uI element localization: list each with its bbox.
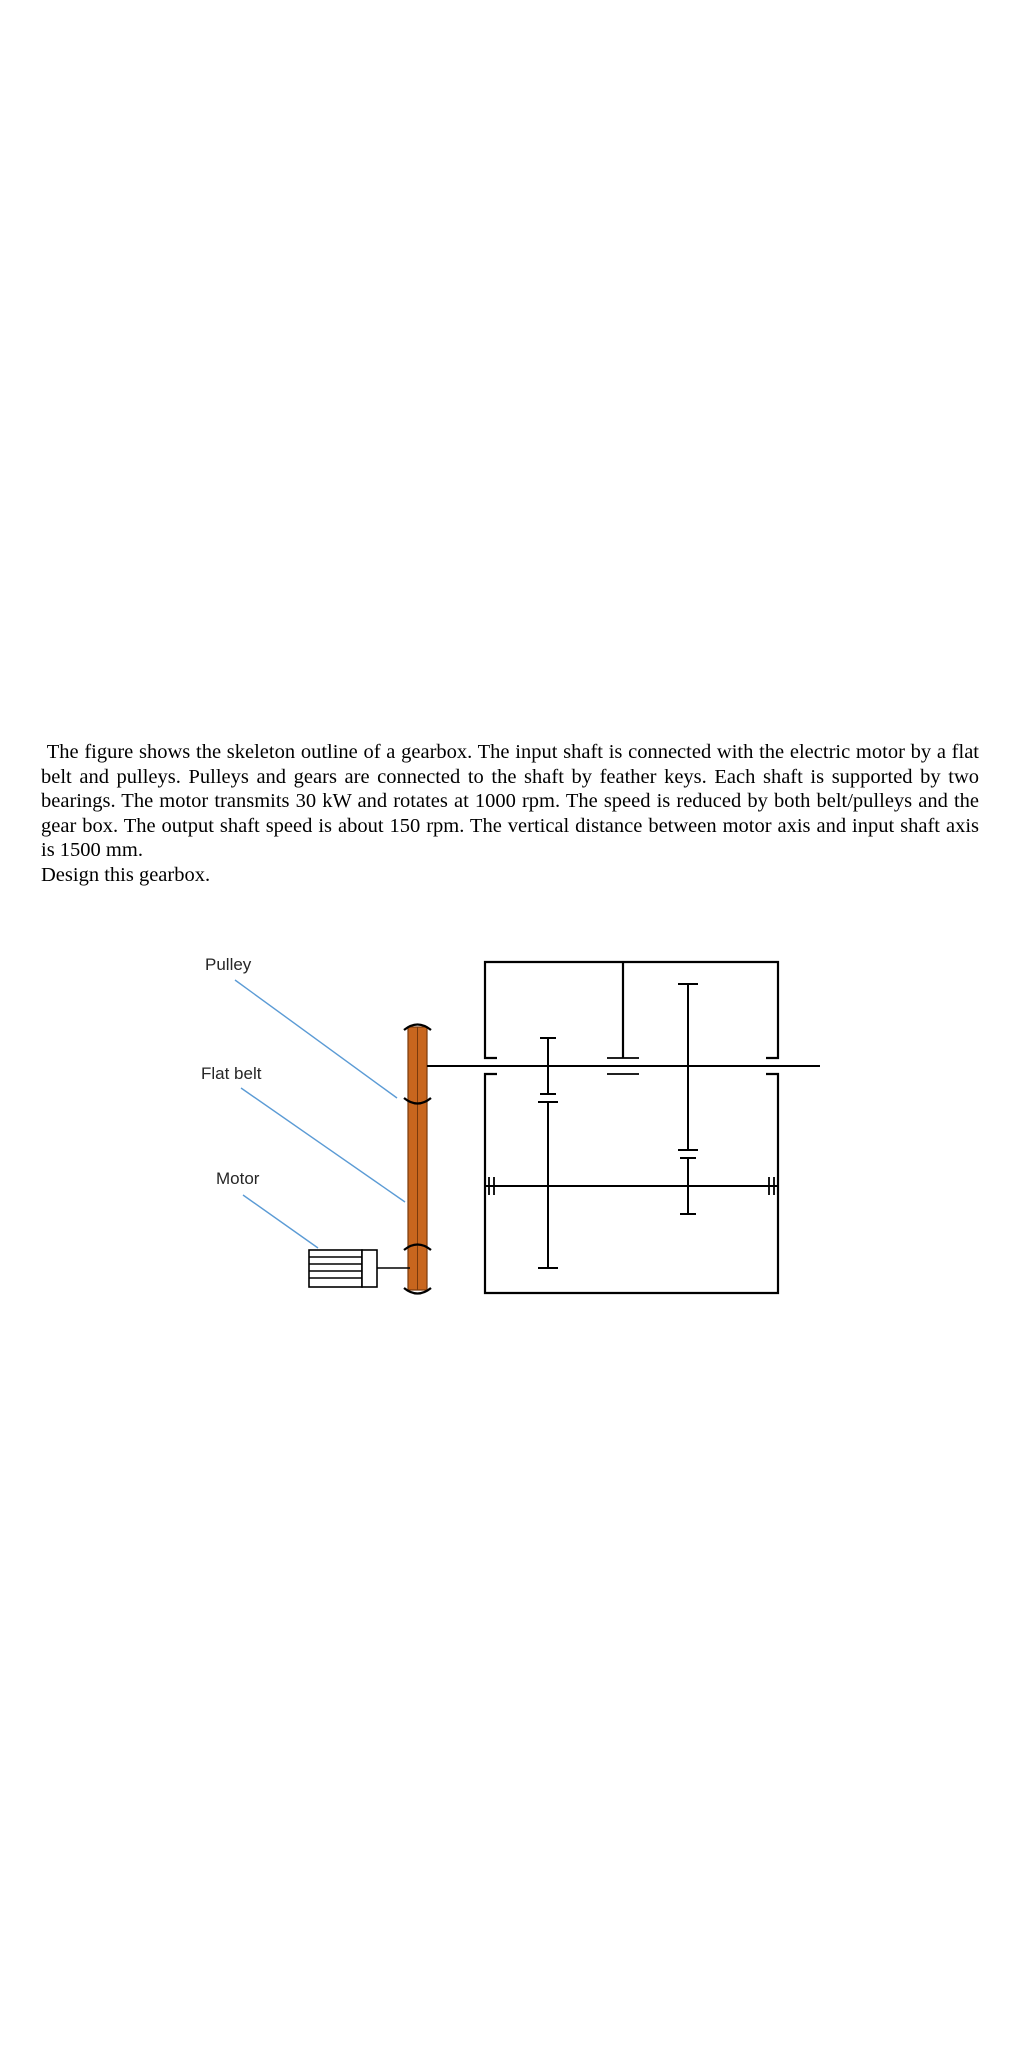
motor-leader-line — [243, 1195, 318, 1248]
problem-task: Design this gearbox. — [41, 863, 211, 886]
pulley-label: Pulley — [205, 955, 252, 974]
leader-lines — [235, 980, 405, 1248]
housing-upper — [485, 962, 778, 1058]
gears — [538, 984, 698, 1268]
flat-belt — [408, 1027, 427, 1290]
bearings — [489, 1058, 774, 1195]
housing-lower — [485, 1074, 778, 1293]
motor — [309, 1250, 410, 1287]
flat-belt-label: Flat belt — [201, 1064, 262, 1083]
motor-body — [309, 1250, 362, 1287]
gearbox-housing — [485, 962, 778, 1293]
motor-label: Motor — [216, 1169, 260, 1188]
belt-leader-line — [241, 1088, 405, 1202]
problem-paragraph: The figure shows the skeleton outline of a gearbox. The input shaft is connected with the electric motor by a flat belt and pulleys. Pulleys and gears are connected to the shaft by feather keys. Each shaft is supported by two bearings. The motor transmits 30 kW and rotates at 1000 rpm. The speed is reduced by both belt/pulleys and the gear box. The output shaft speed is about 150 rpm. The vertical distance between motor axis and input shaft axis is 1500 mm. — [41, 741, 980, 861]
motor-end-cap — [362, 1250, 377, 1287]
